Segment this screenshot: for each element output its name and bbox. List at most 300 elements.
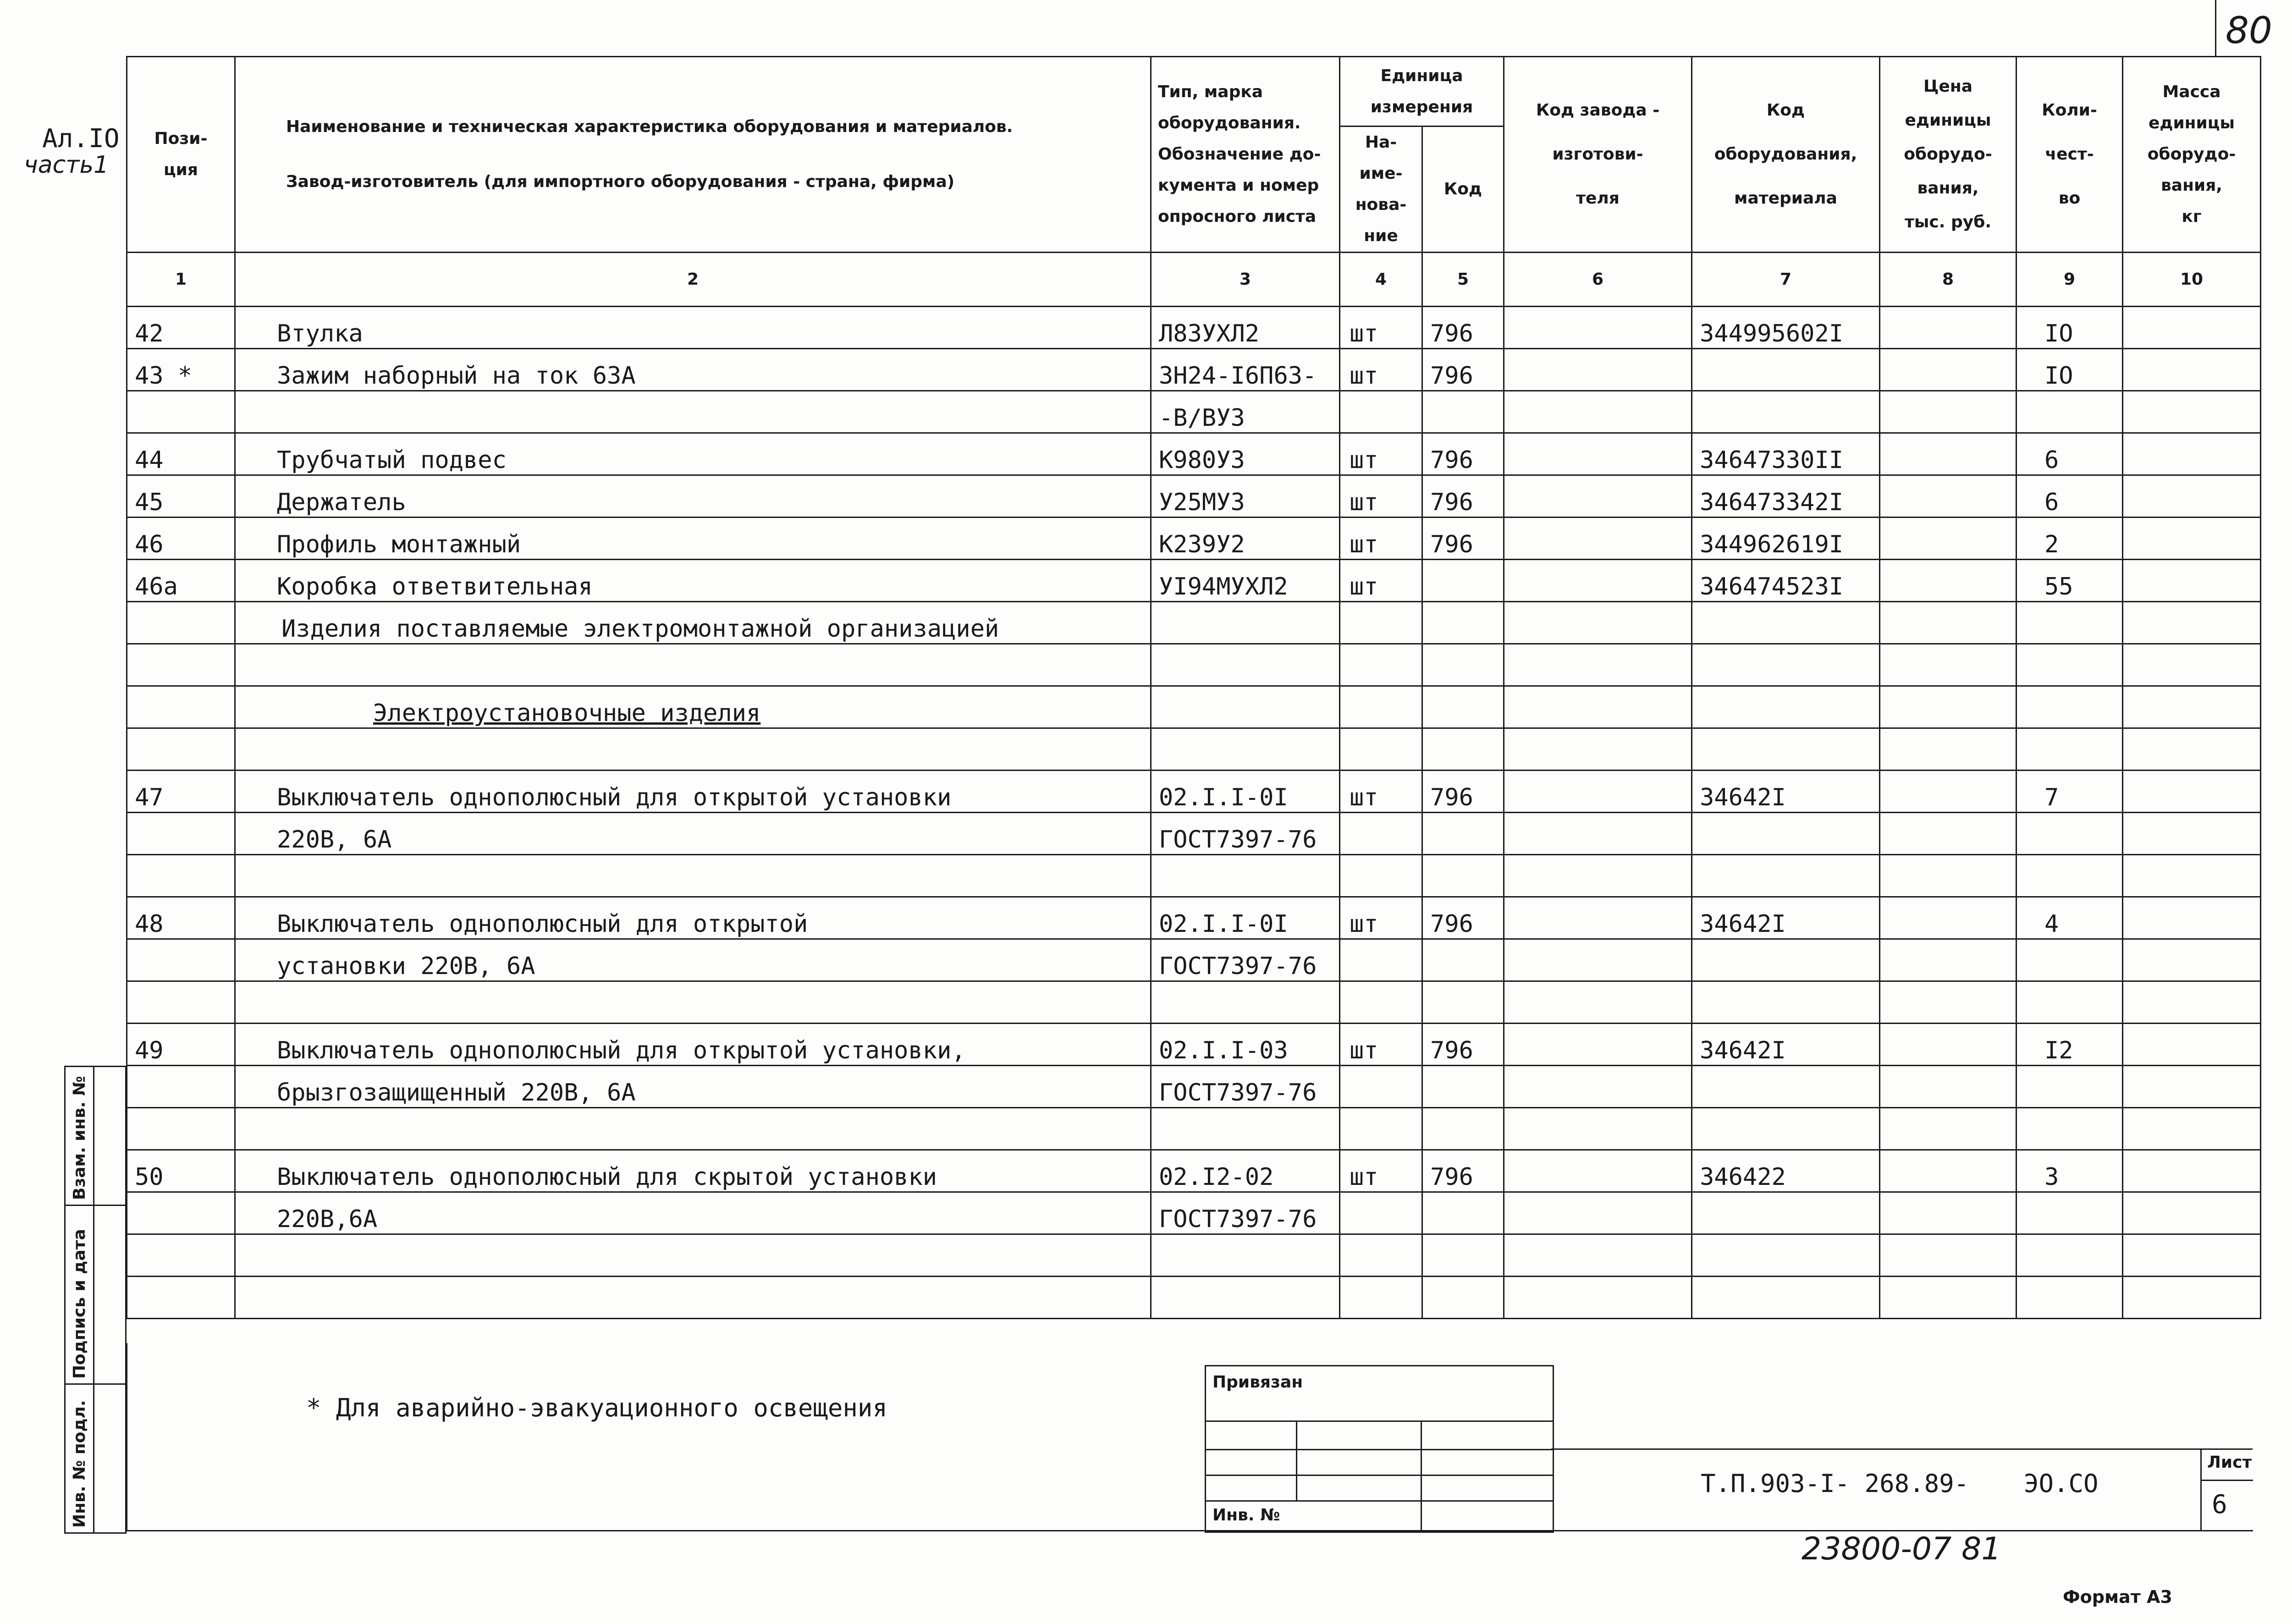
cell-price [1880,771,2017,813]
cell-position [127,939,235,981]
cell-quantity: I2 [2017,1024,2123,1066]
cell-unit-code: 796 [1422,475,1504,517]
cell-unit-code: 796 [1422,307,1504,349]
cell-name: Выключатель однополюсный для скрытой установки [235,1150,1151,1192]
cell-position [127,391,235,433]
cell-type [1151,728,1340,771]
cell-name: Электроустановочные изделия [235,686,1151,728]
table-row [127,897,2261,939]
cell-price [1880,1108,2017,1150]
cell-name: Коробка ответвительная [235,560,1151,602]
cell-unit-code: 796 [1422,1150,1504,1192]
cell-position: 49 [127,1024,235,1066]
cell-type: К980УЗ [1151,433,1340,475]
cell-factory-code [1504,686,1692,728]
cell-material-code: 34642I [1692,1024,1880,1066]
sheet-box-divider [2200,1448,2202,1531]
cell-unit-code [1422,855,1504,897]
cell-mass [2123,560,2261,602]
cell-price [1880,517,2017,560]
cell-mass [2123,1277,2261,1319]
cell-type [1151,981,1340,1024]
album-label: Ал.IO [42,124,120,154]
cell-quantity [2017,1192,2123,1234]
cell-type: ГОСТ7397-76 [1151,939,1340,981]
cell-factory-code [1504,813,1692,855]
cell-price [1880,560,2017,602]
table-row [127,1150,2261,1192]
cell-mass [2123,644,2261,686]
cell-material-code: 346422 [1692,1150,1880,1192]
cell-material-code [1692,602,1880,644]
table-row [127,813,2261,855]
cell-name: 220В,6А [235,1192,1151,1234]
header-unit-group: Единица измерения [1340,57,1504,127]
cell-quantity [2017,602,2123,644]
cell-unit-code [1422,1234,1504,1277]
cell-unit [1340,1277,1422,1319]
table-row [127,433,2261,475]
cell-factory-code [1504,897,1692,939]
cell-quantity [2017,855,2123,897]
cell-position: 47 [127,771,235,813]
cell-type: ГОСТ7397-76 [1151,1066,1340,1108]
cell-name: Изделия поставляемые электромонтажной организацией [235,602,1151,644]
sheet-number: 6 [2212,1490,2227,1519]
cell-material-code [1692,1108,1880,1150]
cell-mass [2123,349,2261,391]
cell-price [1880,307,2017,349]
cell-material-code [1692,644,1880,686]
cell-factory-code [1504,981,1692,1024]
table-row [127,728,2261,771]
cell-type: К239У2 [1151,517,1340,560]
cell-unit [1340,1192,1422,1234]
col-number-7: 7 [1692,253,1880,307]
cell-mass [2123,897,2261,939]
cell-mass [2123,1234,2261,1277]
cell-material-code: 344962619I [1692,517,1880,560]
cell-mass [2123,686,2261,728]
cell-factory-code [1504,391,1692,433]
cell-quantity [2017,1234,2123,1277]
cell-position [127,981,235,1024]
cell-position: 44 [127,433,235,475]
cell-unit-code [1422,1066,1504,1108]
cell-type: Л83УХЛ2 [1151,307,1340,349]
table-row [127,939,2261,981]
cell-factory-code [1504,517,1692,560]
handwritten-number: 23800-07 81 [1802,1531,2001,1567]
cell-unit-code [1422,644,1504,686]
cell-unit-code: 796 [1422,897,1504,939]
cell-factory-code [1504,1234,1692,1277]
cell-quantity [2017,686,2123,728]
cell-unit: шт [1340,1150,1422,1192]
cell-material-code [1692,1066,1880,1108]
cell-type: ГОСТ7397-76 [1151,813,1340,855]
cell-unit [1340,686,1422,728]
header-factory-code: Код завода - изготови- теля [1504,57,1692,253]
cell-mass [2123,855,2261,897]
cell-name: Выключатель однополюсный для открытой [235,897,1151,939]
cell-factory-code [1504,644,1692,686]
cell-price [1880,1192,2017,1234]
cell-quantity: 2 [2017,517,2123,560]
cell-factory-code [1504,1150,1692,1192]
col-number-1: 1 [127,253,235,307]
cell-unit-code [1422,560,1504,602]
cell-quantity: 6 [2017,475,2123,517]
cell-factory-code [1504,475,1692,517]
cell-mass [2123,391,2261,433]
cell-price [1880,644,2017,686]
spec-table [126,56,2261,1319]
cell-factory-code [1504,939,1692,981]
cell-quantity [2017,391,2123,433]
cell-type [1151,1277,1340,1319]
binding-stamp [1205,1365,1554,1533]
cell-unit-code: 796 [1422,349,1504,391]
side-margin-divider [93,1067,94,1532]
cell-unit-code [1422,1108,1504,1150]
cell-name: Втулка [235,307,1151,349]
cell-unit [1340,855,1422,897]
cell-unit [1340,981,1422,1024]
cell-unit [1340,602,1422,644]
cell-position [127,1234,235,1277]
cell-position: 46 [127,517,235,560]
table-row [127,560,2261,602]
cell-price [1880,897,2017,939]
footnote: * Для аварийно-эвакуационного освещения [306,1393,887,1422]
cell-quantity [2017,644,2123,686]
cell-unit [1340,1108,1422,1150]
cell-type [1151,1234,1340,1277]
cell-type: 02.I.I-0I [1151,897,1340,939]
cell-material-code: 34647330II [1692,433,1880,475]
cell-factory-code [1504,1277,1692,1319]
cell-name [235,855,1151,897]
cell-price [1880,1066,2017,1108]
cell-mass [2123,1066,2261,1108]
col-number-4: 4 [1340,253,1422,307]
cell-quantity [2017,981,2123,1024]
table-row [127,475,2261,517]
cell-type [1151,1108,1340,1150]
cell-quantity: IO [2017,349,2123,391]
cell-position: 43 * [127,349,235,391]
cell-type: ГОСТ7397-76 [1151,1192,1340,1234]
col-number-3: 3 [1151,253,1340,307]
header-unit-name: На- име- нова- ние [1340,127,1422,253]
cell-quantity: 55 [2017,560,2123,602]
table-row [127,1066,2261,1108]
page-number: 80 [2226,9,2272,52]
cell-position [127,1108,235,1150]
cell-material-code [1692,391,1880,433]
cell-type: 02.I.I-0I [1151,771,1340,813]
col-number-10: 10 [2123,253,2261,307]
cell-mass [2123,1192,2261,1234]
table-row [127,1234,2261,1277]
cell-name [235,391,1151,433]
document-code: Т.П.903-I- 268.89- [1701,1469,1969,1498]
stamp-vline-1 [1296,1420,1297,1500]
cell-quantity [2017,939,2123,981]
spec-table-body [127,307,2261,1319]
cell-name [235,1234,1151,1277]
cell-price [1880,855,2017,897]
cell-name: Зажим наборный на ток 63А [235,349,1151,391]
col-number-2: 2 [235,253,1151,307]
cell-mass [2123,813,2261,855]
cell-price [1880,981,2017,1024]
cell-factory-code [1504,602,1692,644]
cell-price [1880,602,2017,644]
cell-unit: шт [1340,349,1422,391]
cell-type: ЗН24-I6П63- [1151,349,1340,391]
table-row [127,1277,2261,1319]
cell-unit-code [1422,939,1504,981]
cell-position: 48 [127,897,235,939]
cell-mass [2123,728,2261,771]
table-row [127,391,2261,433]
cell-price [1880,1150,2017,1192]
cell-name [235,981,1151,1024]
side-podpis: Подпись и дата [70,1229,89,1379]
cell-unit: шт [1340,307,1422,349]
table-row [127,855,2261,897]
header-name: Наименование и техническая характеристика оборудования и материалов. Завод-изготовитель (для импортного оборудования - страна, фирма) [235,57,1151,253]
cell-type: 02.I.I-03 [1151,1024,1340,1066]
side-vzam: Взам. инв. № [70,1076,89,1200]
cell-mass [2123,1150,2261,1192]
cell-mass [2123,433,2261,475]
cell-name [235,644,1151,686]
cell-unit: шт [1340,771,1422,813]
col-number-5: 5 [1422,253,1504,307]
table-row [127,644,2261,686]
cell-name [235,1277,1151,1319]
cell-position [127,686,235,728]
cell-name: Выключатель однополюсный для открытой установки [235,771,1151,813]
cell-name: Профиль монтажный [235,517,1151,560]
cell-unit-code: 796 [1422,1024,1504,1066]
cell-unit-code [1422,813,1504,855]
cell-factory-code [1504,1192,1692,1234]
header-type: Тип, марка оборудования. Обозначение до- кумента и номер опросного листа [1151,57,1340,253]
cell-quantity [2017,1277,2123,1319]
cell-position [127,644,235,686]
header-quantity: Коли- чест- во [2017,57,2123,253]
cell-type: УI94МУХЛ2 [1151,560,1340,602]
cell-mass [2123,475,2261,517]
cell-name [235,1108,1151,1150]
cell-unit-code [1422,1277,1504,1319]
cell-factory-code [1504,1108,1692,1150]
cell-name: установки 220В, 6А [235,939,1151,981]
cell-quantity [2017,728,2123,771]
cell-position: 50 [127,1150,235,1192]
cell-unit: шт [1340,433,1422,475]
stamp-line-3 [1206,1475,1553,1476]
cell-factory-code [1504,349,1692,391]
side-inv: Инв. № подл. [70,1400,89,1528]
cell-factory-code [1504,1024,1692,1066]
cell-name: брызгозащищенный 220В, 6А [235,1066,1151,1108]
cell-position: 42 [127,307,235,349]
cell-mass [2123,1024,2261,1066]
cell-material-code [1692,813,1880,855]
stamp-vline-2 [1421,1420,1422,1531]
cell-factory-code [1504,728,1692,771]
cell-unit [1340,813,1422,855]
album-part: часть1 [24,151,109,179]
cell-quantity: 4 [2017,897,2123,939]
cell-name [235,728,1151,771]
cell-quantity: 7 [2017,771,2123,813]
cell-price [1880,813,2017,855]
cell-mass [2123,771,2261,813]
cell-price [1880,686,2017,728]
col-number-6: 6 [1504,253,1692,307]
cell-material-code: 346473342I [1692,475,1880,517]
side-margin [64,1066,127,1534]
cell-price [1880,475,2017,517]
cell-position [127,813,235,855]
header-price: Цена единицы оборудо- вания, тыс. руб. [1880,57,2017,253]
table-row [127,517,2261,560]
cell-type: 02.I2-02 [1151,1150,1340,1192]
col-number-9: 9 [2017,253,2123,307]
cell-unit [1340,939,1422,981]
cell-unit-code [1422,728,1504,771]
cell-name: 220В, 6А [235,813,1151,855]
header-mass: Масса единицы оборудо- вания, кг [2123,57,2261,253]
cell-unit-code: 796 [1422,517,1504,560]
cell-material-code [1692,855,1880,897]
stamp-line-1 [1206,1420,1553,1422]
cell-quantity: 3 [2017,1150,2123,1192]
cell-factory-code [1504,1066,1692,1108]
cell-material-code [1692,349,1880,391]
cell-material-code: 34642I [1692,771,1880,813]
cell-unit-code: 796 [1422,433,1504,475]
cell-position [127,602,235,644]
cell-price [1880,391,2017,433]
cell-unit-code: 796 [1422,771,1504,813]
table-row [127,307,2261,349]
cell-name: Трубчатый подвес [235,433,1151,475]
side-margin-line-1 [66,1205,125,1206]
cell-material-code [1692,686,1880,728]
cell-type [1151,855,1340,897]
cell-type [1151,602,1340,644]
table-row [127,1108,2261,1150]
cell-material-code [1692,1277,1880,1319]
cell-factory-code [1504,560,1692,602]
cell-type: У25МУЗ [1151,475,1340,517]
cell-unit-code [1422,391,1504,433]
cell-name: Выключатель однополюсный для открытой установки, [235,1024,1151,1066]
cell-unit [1340,1066,1422,1108]
cell-mass [2123,517,2261,560]
cell-unit [1340,728,1422,771]
cell-factory-code [1504,307,1692,349]
cell-unit: шт [1340,560,1422,602]
cell-factory-code [1504,433,1692,475]
cell-unit: шт [1340,475,1422,517]
title-block-top-line [1551,1448,2253,1450]
cell-unit [1340,644,1422,686]
cell-quantity [2017,813,2123,855]
cell-material-code: 34642I [1692,897,1880,939]
cell-position [127,1192,235,1234]
cell-unit: шт [1340,897,1422,939]
table-row [127,1024,2261,1066]
cell-unit-code [1422,981,1504,1024]
cell-material-code [1692,981,1880,1024]
document-suffix: ЭО.СО [2024,1469,2099,1498]
cell-factory-code [1504,771,1692,813]
cell-position: 46а [127,560,235,602]
sheet-label: Лист [2207,1453,2252,1472]
cell-mass [2123,1108,2261,1150]
cell-position [127,1277,235,1319]
cell-type [1151,644,1340,686]
cell-material-code: 344995602I [1692,307,1880,349]
sheet-box-line [2200,1480,2253,1481]
cell-position [127,855,235,897]
cell-price [1880,939,2017,981]
cell-price [1880,1277,2017,1319]
cell-mass [2123,602,2261,644]
cell-mass [2123,307,2261,349]
header-position: Пози- ция [127,57,235,253]
cell-unit: шт [1340,517,1422,560]
cell-unit-code [1422,602,1504,644]
table-row [127,349,2261,391]
cell-position [127,728,235,771]
cell-material-code [1692,939,1880,981]
cell-price [1880,1024,2017,1066]
cell-type [1151,686,1340,728]
cell-quantity [2017,1108,2123,1150]
side-margin-line-2 [66,1383,125,1385]
table-row [127,602,2261,644]
cell-unit [1340,1234,1422,1277]
page-number-divider [2215,0,2216,56]
cell-material-code: 346474523I [1692,560,1880,602]
cell-material-code [1692,1192,1880,1234]
cell-price [1880,728,2017,771]
cell-price [1880,1234,2017,1277]
cell-quantity: 6 [2017,433,2123,475]
col-number-8: 8 [1880,253,2017,307]
cell-unit-code [1422,686,1504,728]
cell-material-code [1692,1234,1880,1277]
header-unit-code: Код [1422,127,1504,253]
cell-material-code [1692,728,1880,771]
cell-position [127,1066,235,1108]
cell-quantity [2017,1066,2123,1108]
cell-unit [1340,391,1422,433]
table-row [127,771,2261,813]
cell-unit: шт [1340,1024,1422,1066]
table-row [127,1192,2261,1234]
cell-quantity: IO [2017,307,2123,349]
